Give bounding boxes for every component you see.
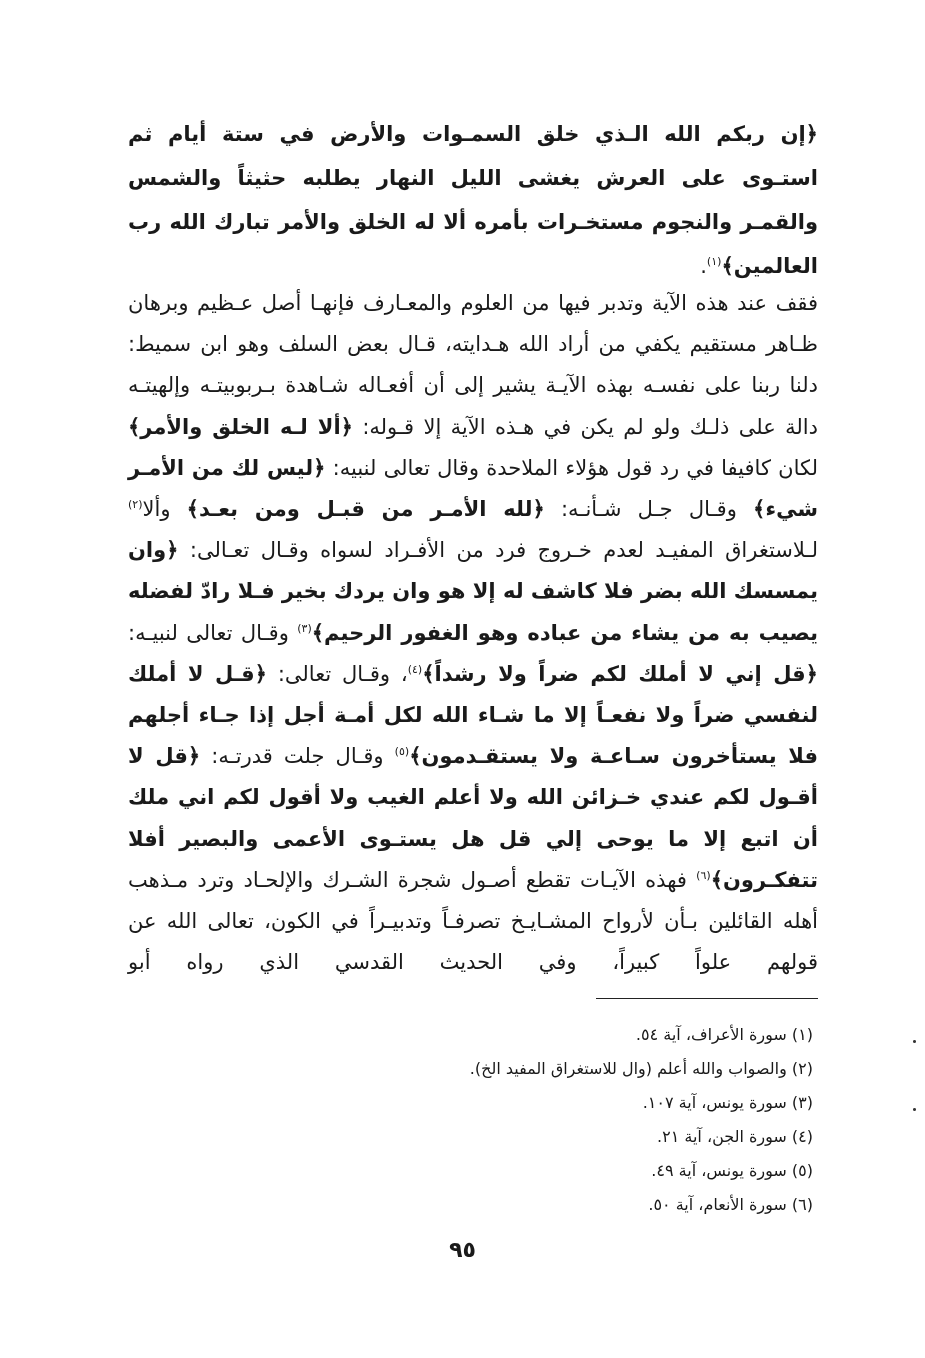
footnote-item: (٤) سورة الجن، آية ٢١. bbox=[657, 1127, 813, 1146]
footnote-item: (٣) سورة يونس، آية ١٠٧. bbox=[642, 1093, 813, 1112]
footnote-ref-2: (٢) bbox=[128, 498, 143, 512]
body-sentence: وقـال جـل شـأنـه: bbox=[560, 497, 737, 522]
body-sentence: لـلاستغراق المفيـد لعدم خـروج فرد من الأفـراد لسواه وقـال تعـالى: bbox=[189, 538, 818, 563]
footnote-item: (١) سورة الأعراف، آية ٥٤. bbox=[635, 1025, 813, 1044]
scan-speck bbox=[913, 1040, 916, 1043]
verse-end-mark: . bbox=[700, 254, 707, 278]
quoted-verse: ﴿قل لا أقـول لكم عندي خـزائن الله ولا أعلم الغيب ولا أقول لكم اني ملك أن اتبع إلا ما يوحى إلي قل هل يستـوى الأعمى والبصير أفلا تتفكـرون﴾ bbox=[128, 744, 818, 892]
body-paragraph bbox=[128, 283, 818, 983]
quoted-verse: ﴿قـل لا أملك لنفسي ضراً ولا نفعـاً إلا ما شـاء الله لكل أمـة أجل إذا جـاء أجلهم فلا يستأخرون سـاعـة ولا يستقـدمون﴾ bbox=[128, 661, 819, 769]
quoted-verse: ﴿لله الأمـر من قبـل ومن بعـد﴾ bbox=[186, 497, 545, 522]
body-sentence: وقـال تعالى لنبيـه: bbox=[128, 620, 289, 645]
footnote-divider bbox=[596, 998, 818, 999]
quoted-verse: ﴿ألا لـه الخلق والأمر﴾ bbox=[128, 414, 353, 439]
body-sentence: فقف عند هذه الآية وتدبر فيها من العلوم والمعـارف فإنهـا أصل عـظيم وبرهان ظـاهر مستقيم يكفي من أراد الله هـدايته، قـال بعض السلف وهو ابن سميط: دلنا ربنا على نفسـه بهذه الآيـة يشير إلى أن أفعـاله شـاهدة بـربوبيتـه وإلهيتـه دالة على ذلـك ولو لم يكن في هـذه الآية إلا قـوله: bbox=[128, 291, 818, 439]
body-sentence: ، وقـال تعالى: bbox=[277, 661, 408, 686]
footnote-item: (٢) والصواب والله أعلم (وال للاستغراق المفيد الخ). bbox=[469, 1059, 813, 1078]
body-sentence: فهذه الآيـات تقطع أصـول شجرة الشـرك والإلحـاد وترد مـذهب أهله القائلين بـأن لأرواح المشـايـخ تصرفـاً وتدبيـراً في الكون، تعالى الله عن قولهم علواً كبيراً، وفي الحديث القدسي الذي رواه أبو bbox=[128, 867, 818, 975]
opening-verse bbox=[128, 112, 818, 288]
quoted-verse: ﴿قل إني لا أملك لكم ضراً ولا رشداً﴾ bbox=[422, 661, 818, 686]
footnote-item: (٦) سورة الأنعام، آية ٥٠. bbox=[648, 1195, 813, 1214]
body-sentence: لكان كافيفا في رد قول هؤلاء الملاحدة وقال تعالى لنبيه: bbox=[332, 455, 818, 480]
footnote-ref-3: (٣) bbox=[297, 621, 312, 635]
scan-speck bbox=[913, 1108, 916, 1111]
quoted-verse: ﴿ليس لك من الأمـر شيء﴾ bbox=[128, 455, 818, 522]
footnote-item: (٥) سورة يونس، آية ٤٩. bbox=[651, 1161, 813, 1180]
body-sentence: وقـال جلت قدرتـه: bbox=[211, 744, 384, 769]
body-sentence: وألا bbox=[142, 497, 171, 522]
footnote-ref-4: (٤) bbox=[407, 662, 423, 676]
verse-text: ﴿إن ربكم الله الـذي خلق السمـوات والأرض في ستة أيام ثم استـوى على العرش يغشى الليل النهار يطلبه حثيثاً والشمس والقمـر والنجوم مستخـرات بأمره ألا له الخلق والأمر تبارك الله رب العالمين﴾ bbox=[128, 122, 818, 278]
quoted-verse: ﴿وان يمسسك الله بضر فلا كاشف له إلا هو وان يردك بخير فـلا رادّ لفضله يصيب به من يشاء من عباده وهو الغفور الرحيم﴾ bbox=[128, 538, 819, 645]
footnote-ref-6: (٦) bbox=[696, 868, 711, 882]
footnote-ref-5: (٥) bbox=[394, 745, 410, 759]
page-number: ٩٥ bbox=[449, 1238, 476, 1263]
footnote-ref-1: (١) bbox=[706, 255, 722, 268]
footnotes bbox=[113, 1018, 813, 1222]
